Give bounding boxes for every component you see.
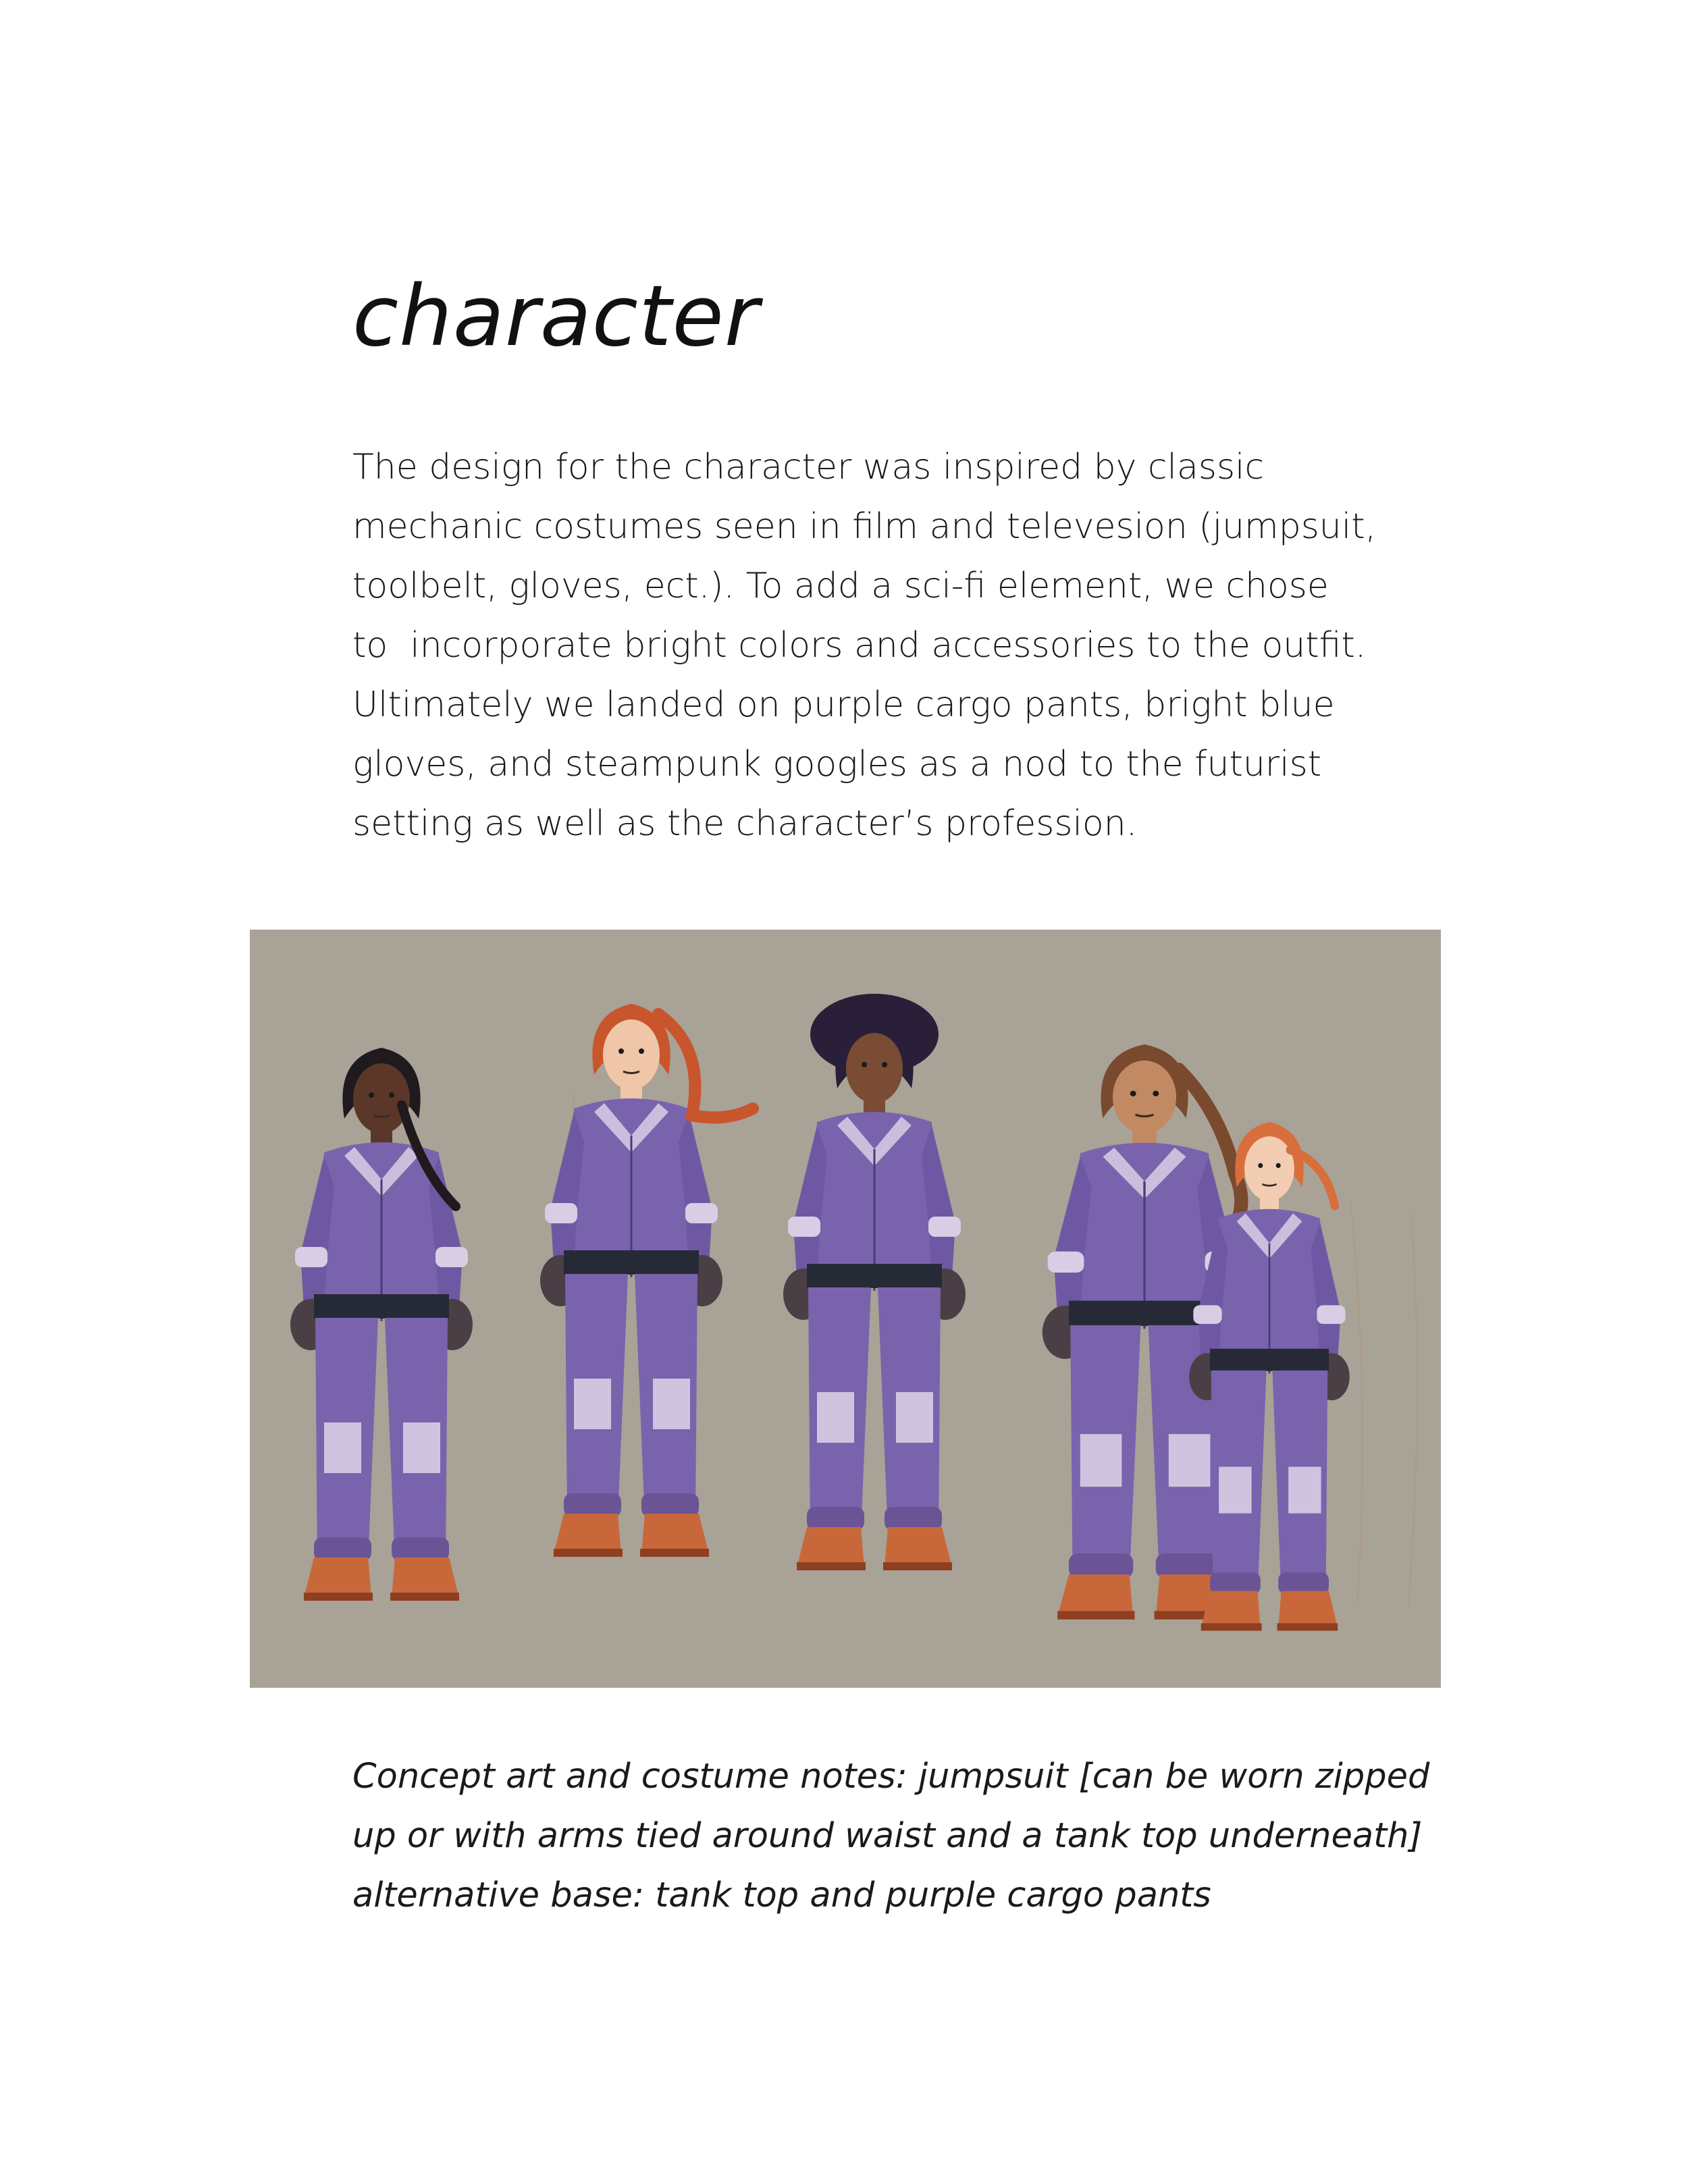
page-title: character: [352, 268, 760, 365]
description-line: mechanic costumes seen in film and televesion (jumpsuit,: [352, 506, 1377, 547]
description-line: The design for the character was inspired by classic: [352, 447, 1265, 487]
description-line: setting as well as the character’s profession.: [352, 803, 1138, 844]
caption-line: alternative base: tank top and purple cargo pants: [352, 1875, 1211, 1915]
description-line: toolbelt, gloves, ect.). To add a sci-fi element, we chose: [352, 566, 1329, 606]
caption-line: Concept art and costume notes: jumpsuit [can be worn zipped: [352, 1757, 1430, 1796]
concept-art-image: [250, 930, 1441, 1688]
concept-art-illustration: [250, 930, 1441, 1688]
description-line: to incorporate bright colors and accessories to the outfit.: [352, 625, 1367, 666]
caption-line: up or with arms tied around waist and a tank top underneath]: [352, 1816, 1423, 1856]
description-line: gloves, and steampunk googles as a nod to the futurist: [352, 744, 1322, 784]
description-paragraph: [352, 437, 1379, 853]
description-line: Ultimately we landed on purple cargo pants, bright blue: [352, 685, 1335, 725]
image-caption: [352, 1747, 1430, 1925]
